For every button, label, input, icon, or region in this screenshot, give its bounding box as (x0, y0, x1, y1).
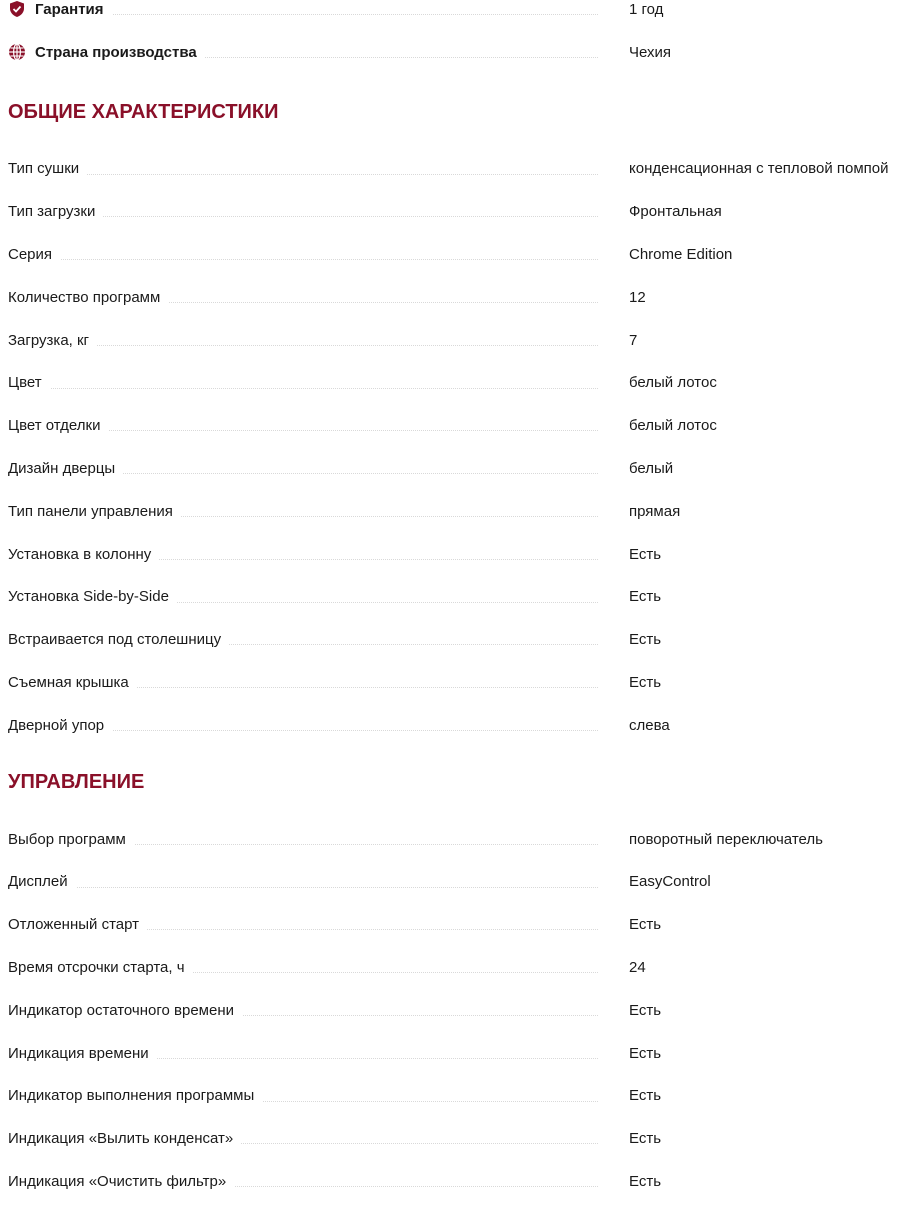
spec-row (0, 1075, 908, 1118)
spec-label: Установка Side-by-Side (8, 588, 177, 605)
spec-value: EasyControl (629, 873, 711, 891)
spec-row (0, 447, 908, 490)
spec-label: Установка в колонну (8, 546, 159, 563)
spec-value: Есть (629, 1130, 662, 1148)
spec-value: 24 (629, 959, 646, 977)
spec-value: Есть (629, 916, 662, 934)
spec-label: Индикатор остаточного времени (8, 1002, 242, 1019)
shield-check-icon (8, 0, 26, 18)
dotted-leader (8, 388, 598, 389)
spec-label: Тип панели управления (8, 503, 181, 520)
spec-row (0, 704, 908, 747)
spec-label: Индикация «Вылить конденсат» (8, 1130, 241, 1147)
dotted-leader (8, 259, 598, 260)
spec-value: прямая (629, 502, 681, 520)
spec-value: поворотный переключатель (629, 830, 823, 848)
spec-row (0, 319, 908, 362)
spec-value: Есть (629, 1173, 662, 1191)
spec-value: Чехия (629, 43, 672, 61)
spec-value: Есть (629, 1087, 662, 1105)
spec-label: Загрузка, кг (8, 332, 97, 349)
spec-label: Индикатор выполнения программы (8, 1087, 262, 1104)
spec-label: Индикация времени (8, 1045, 157, 1062)
spec-label: Страна производства (35, 43, 197, 61)
spec-label: Серия (8, 246, 60, 263)
dotted-leader (8, 887, 598, 888)
spec-value: 12 (629, 288, 646, 306)
spec-value: Есть (629, 588, 662, 606)
spec-label: Цвет отделки (8, 417, 108, 434)
spec-label: Тип сушки (8, 160, 87, 177)
spec-row (0, 148, 908, 191)
spec-row (0, 903, 908, 946)
spec-row (0, 818, 908, 861)
spec-row (0, 946, 908, 989)
spec-list-control (0, 818, 908, 1203)
spec-value: белый лотос (629, 417, 717, 435)
spec-label: Гарантия (35, 0, 104, 18)
spec-row (0, 404, 908, 447)
spec-value: Фронтальная (629, 203, 722, 221)
section-title-general: ОБЩИЕ ХАРАКТЕРИСТИКИ (8, 100, 279, 123)
spec-row (0, 233, 908, 276)
spec-value: слева (629, 716, 670, 734)
spec-row (0, 1117, 908, 1160)
spec-label: Тип загрузки (8, 203, 103, 220)
spec-label: Индикация «Очистить фильтр» (8, 1173, 234, 1190)
spec-row (0, 276, 908, 319)
spec-value: белый лотос (629, 374, 717, 392)
spec-value: 1 год (629, 0, 664, 18)
spec-label: Встраивается под столешницу (8, 631, 229, 648)
spec-label: Количество программ (8, 289, 168, 306)
dotted-leader (8, 174, 598, 175)
spec-row (0, 618, 908, 661)
spec-label: Съемная крышка (8, 674, 137, 691)
spec-label: Цвет (8, 374, 50, 391)
spec-value: 7 (629, 331, 638, 349)
spec-value: Есть (629, 631, 662, 649)
spec-label: Дизайн дверцы (8, 460, 123, 477)
spec-row (0, 576, 908, 619)
spec-row (0, 190, 908, 233)
spec-row-warranty (0, 0, 908, 31)
spec-label: Дверной упор (8, 717, 112, 734)
spec-value: Есть (629, 674, 662, 692)
spec-value: Chrome Edition (629, 246, 733, 264)
spec-value: конденсационная с тепловой помпой (629, 160, 889, 178)
spec-label: Время отсрочки старта, ч (8, 959, 193, 976)
spec-row (0, 533, 908, 576)
spec-row (0, 362, 908, 405)
spec-row (0, 989, 908, 1032)
section-title-control: УПРАВЛЕНИЕ (8, 770, 145, 793)
globe-icon (8, 43, 26, 61)
spec-row (0, 490, 908, 533)
spec-value: Есть (629, 545, 662, 563)
spec-label: Дисплей (8, 873, 76, 890)
spec-row-country (0, 31, 908, 74)
spec-label: Отложенный старт (8, 916, 147, 933)
spec-row (0, 861, 908, 904)
spec-label: Выбор программ (8, 831, 134, 848)
spec-list-general (0, 148, 908, 747)
spec-value: белый (629, 460, 674, 478)
spec-row (0, 1160, 908, 1203)
spec-row (0, 1032, 908, 1075)
spec-value: Есть (629, 1001, 662, 1019)
spec-row (0, 661, 908, 704)
spec-value: Есть (629, 1044, 662, 1062)
